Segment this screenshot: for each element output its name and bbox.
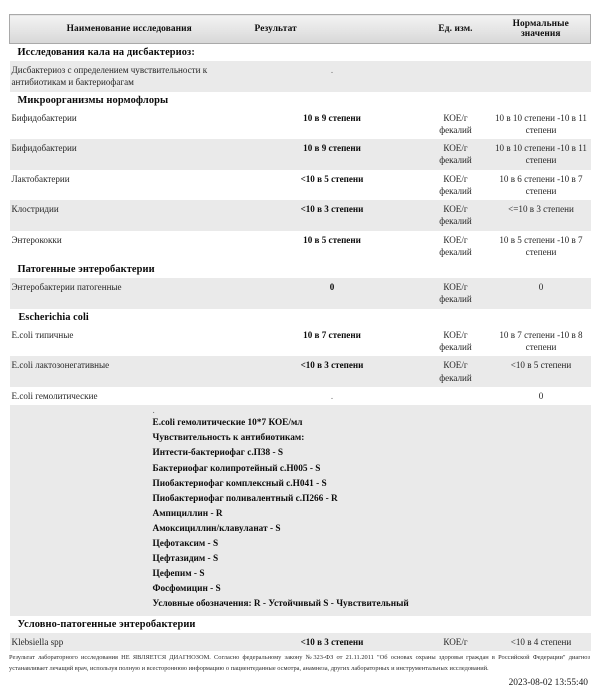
table-header-row (10, 15, 591, 44)
row-normal-range: 10 в 6 степени -10 в 7 степени (492, 170, 591, 201)
table-row (10, 109, 591, 140)
row-result: 0 (245, 278, 420, 309)
row-test-name: Бифидобактерии (10, 139, 245, 170)
column-header-norm: Нормальные значения (492, 15, 591, 44)
table-row (10, 356, 591, 387)
table-body (10, 44, 591, 652)
column-header-unit: Ед. изм. (420, 15, 492, 44)
result-placeholder-dot: . (330, 390, 334, 401)
table-row (10, 387, 591, 405)
antibiogram-line: Цефепим - S (152, 568, 205, 579)
row-test-name: E.coli типичные (10, 326, 245, 357)
row-test-name: Дисбактериоз с определением чувствительности к антибиотикам и бактериофагам (10, 61, 245, 92)
row-normal-range: 10 в 10 степени -10 в 11 степени (492, 139, 591, 170)
section-heading: Escherichia coli (10, 309, 591, 326)
antibiogram-line: E.coli гемолитические 10*7 КОЕ/мл (152, 418, 303, 429)
antibiogram-dot: . (152, 405, 155, 416)
row-unit (420, 387, 492, 405)
row-result: <10 в 3 степени (245, 200, 420, 231)
row-unit-line1: КОЕ/г (443, 143, 468, 154)
row-normal-range: 10 в 7 степени -10 в 8 степени (492, 326, 591, 357)
row-normal-range: <10 в 4 степени (492, 633, 591, 651)
column-header-name: Наименование исследования (10, 15, 245, 44)
result-placeholder-dot: . (330, 65, 334, 75)
row-test-name: Клостридии (10, 200, 245, 231)
row-unit-line2: фекалий (439, 294, 472, 305)
row-unit-line2: фекалий (439, 246, 472, 257)
row-unit-line1: КОЕ/г (443, 637, 468, 647)
section-heading: Условно-патогенные энтеробактерии (10, 616, 591, 633)
row-test-name: Энтеробактерии патогенные (10, 278, 245, 309)
table-row (10, 139, 591, 170)
antibiogram-line: Интести-бактериофаг с.П38 - S (152, 448, 284, 459)
row-test-name: E.coli гемолитические (10, 387, 245, 405)
column-header-result: Результат (245, 15, 420, 44)
row-normal-range (492, 61, 591, 92)
antibiogram-line: Пиобактериофаг комплексный с.H041 - S (152, 478, 327, 489)
row-unit (420, 109, 492, 140)
table-row (10, 633, 591, 651)
row-normal-range: 0 (492, 387, 591, 405)
row-result: 10 в 9 степени (245, 109, 420, 140)
row-unit (420, 139, 492, 170)
row-unit-line2: фекалий (439, 216, 472, 227)
row-normal-range: 10 в 10 степени -10 в 11 степени (492, 109, 591, 140)
row-unit-line2: фекалий (439, 372, 472, 383)
section-heading: Патогенные энтеробактерии (10, 261, 591, 278)
antibiogram-block (10, 405, 591, 612)
table-row (10, 170, 591, 201)
row-result: <10 в 3 степени (245, 356, 420, 387)
section-heading-row (10, 261, 591, 278)
table-row (10, 61, 591, 92)
row-unit (420, 200, 492, 231)
table-row (10, 326, 591, 357)
antibiogram-line: Пиобактериофаг поливалентный с.П266 - R (152, 493, 338, 504)
section-heading: Микроорганизмы нормофлоры (10, 92, 591, 109)
disclaimer-text: Результат лабораторного исследования НЕ ЯВЛЯЕТСЯ ДИАГНОЗОМ. Согласно федеральному закону №323-ФЗ от 21.11.2011 "Об основах охраны здоровья граждан в Российской Федерации" диагноз устанавливает лечащий врач, используя полную и всестороннюю информацию о пациентеданные осмотра, анамнеза, других лабораторных и инструментальных исследований. (9, 654, 590, 672)
table-header (10, 15, 591, 44)
row-unit (420, 326, 492, 357)
antibiogram-line: Цефтазидим - S (152, 553, 219, 564)
section-heading: Исследования кала на дисбактериоз: (10, 44, 591, 62)
row-unit-line1: КОЕ/г (443, 360, 468, 371)
section-heading-row (10, 616, 591, 633)
section-heading-row (10, 309, 591, 326)
row-test-name: E.coli лактозонегативные (10, 356, 245, 387)
row-unit (420, 61, 492, 92)
antibiogram-line: Ампициллин - R (152, 508, 223, 519)
row-unit-line1: КОЕ/г (443, 204, 468, 215)
row-unit-line1: КОЕ/г (443, 173, 468, 184)
row-test-name: Лактобактерии (10, 170, 245, 201)
row-test-name: Klebsiella spp (10, 633, 245, 651)
row-unit-line1: КОЕ/г (443, 112, 468, 123)
antibiogram-line: Амоксициллин/клавуланат - S (152, 523, 281, 534)
row-result: <10 в 5 степени (245, 170, 420, 201)
row-result: 10 в 7 степени (245, 326, 420, 357)
row-normal-range: <10 в 5 степени (492, 356, 591, 387)
row-test-name: Бифидобактерии (10, 109, 245, 140)
row-unit-line2: фекалий (439, 185, 472, 196)
row-unit (420, 356, 492, 387)
antibiogram-line: Цефотаксим - S (152, 538, 219, 549)
antibiogram-line: Чувствительность к антибиотикам: (152, 433, 305, 444)
row-result: 10 в 9 степени (245, 139, 420, 170)
antibiogram-line: Фосфомицин - S (152, 583, 221, 594)
lab-report-page (0, 14, 600, 688)
row-unit-line1: КОЕ/г (443, 234, 468, 245)
row-normal-range: <=10 в 3 степени (492, 200, 591, 231)
row-result (245, 387, 420, 405)
row-unit-line1: КОЕ/г (443, 329, 468, 340)
row-unit-line1: КОЕ/г (443, 282, 468, 293)
row-normal-range: 10 в 5 степени -10 в 7 степени (492, 231, 591, 262)
row-unit (420, 278, 492, 309)
section-heading-row (10, 92, 591, 109)
lab-results-table (9, 14, 591, 651)
row-result: <10 в 3 степени (245, 633, 420, 651)
row-unit (420, 231, 492, 262)
row-normal-range: 0 (492, 278, 591, 309)
table-row (10, 278, 591, 309)
antibiogram-row (10, 405, 591, 616)
row-unit-line2: фекалий (439, 124, 472, 135)
report-timestamp: 2023-08-02 13:55:40 (508, 678, 588, 688)
row-unit (420, 633, 492, 651)
table-row (10, 231, 591, 262)
row-test-name: Энтерококки (10, 231, 245, 262)
section-heading-row (10, 44, 591, 62)
row-unit-line2: фекалий (439, 155, 472, 166)
antibiogram-line: Бактериофаг колипротейный с.H005 - S (152, 463, 321, 474)
row-result (245, 61, 420, 92)
table-row (10, 200, 591, 231)
row-unit-line2: фекалий (439, 341, 472, 352)
antibiogram-line: Условные обозначения: R - Устойчивый S - Чувствительный (152, 598, 409, 609)
row-unit (420, 170, 492, 201)
row-result: 10 в 5 степени (245, 231, 420, 262)
